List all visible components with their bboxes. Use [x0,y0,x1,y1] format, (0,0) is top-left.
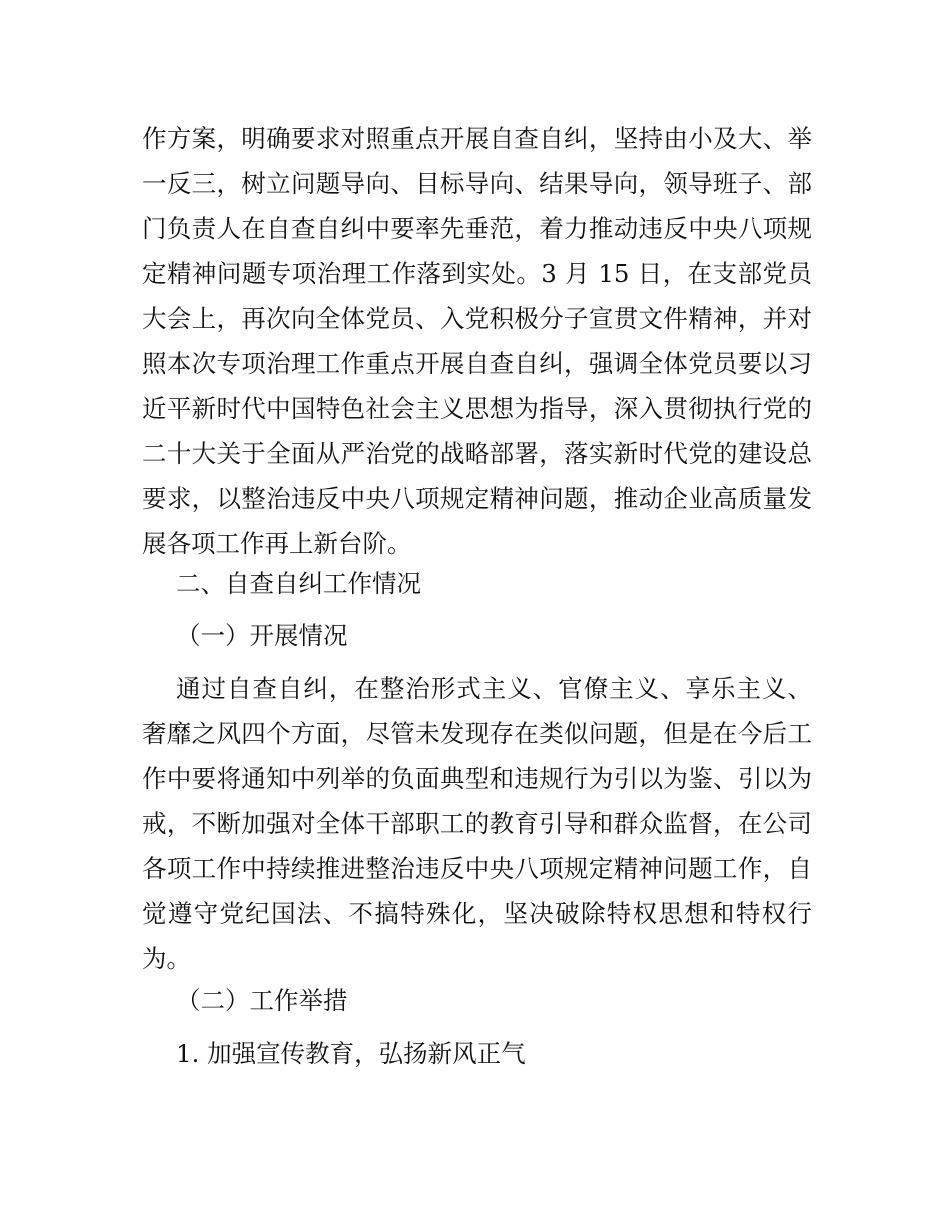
paragraph-1-line-4: 定精神问题专项治理工作落到实处。3 月 15 日，在支部党员 [142,259,812,288]
paragraph-1-line-6: 照本次专项治理工作重点开展自查自纠，强调全体党员要以习 [142,349,812,378]
paragraph-1-line-3: 门负责人在自查自纠中要率先垂范，着力推动违反中央八项规 [142,214,812,243]
paragraph-1-line-2: 一反三，树立问题导向、目标导向、结果导向，领导班子、部 [142,169,812,198]
paragraph-1-line-8: 二十大关于全面从严治党的战略部署，落实新时代党的建设总 [142,439,812,468]
paragraph-2-line-7: 为。 [142,944,191,973]
paragraph-1-line-9: 要求，以整治违反中央八项规定精神问题，推动企业高质量发 [142,484,812,513]
paragraph-2-line-5: 各项工作中持续推进整治违反中央八项规定精神问题工作，自 [142,854,812,883]
subsection-heading-1: （一）开展情况 [176,621,348,650]
section-heading: 二、自查自纠工作情况 [176,569,421,598]
paragraph-1-line-5: 大会上，再次向全体党员、入党积极分子宣贯文件精神，并对 [142,304,812,333]
paragraph-1-line-1: 作方案，明确要求对照重点开展自查自纠，坚持由小及大、举 [142,124,812,153]
item-heading-1: 1. 加强宣传教育，弘扬新风正气 [176,1039,526,1068]
paragraph-1-line-7: 近平新时代中国特色社会主义思想为指导，深入贯彻执行党的 [142,394,812,423]
paragraph-2-line-4: 戒，不断加强对全体干部职工的教育引导和群众监督，在公司 [142,809,812,838]
paragraph-2-line-1: 通过自查自纠，在整治形式主义、官僚主义、享乐主义、 [176,674,812,703]
paragraph-2-line-2: 奢靡之风四个方面，尽管未发现存在类似问题，但是在今后工 [142,719,812,748]
paragraph-2-line-6: 觉遵守党纪国法、不搞特殊化，坚决破除特权思想和特权行 [142,899,812,928]
paragraph-1-line-10: 展各项工作再上新台阶。 [142,529,412,558]
paragraph-2-line-3: 作中要将通知中列举的负面典型和违规行为引以为鉴、引以为 [142,764,812,793]
subsection-heading-2: （二）工作举措 [176,986,348,1015]
